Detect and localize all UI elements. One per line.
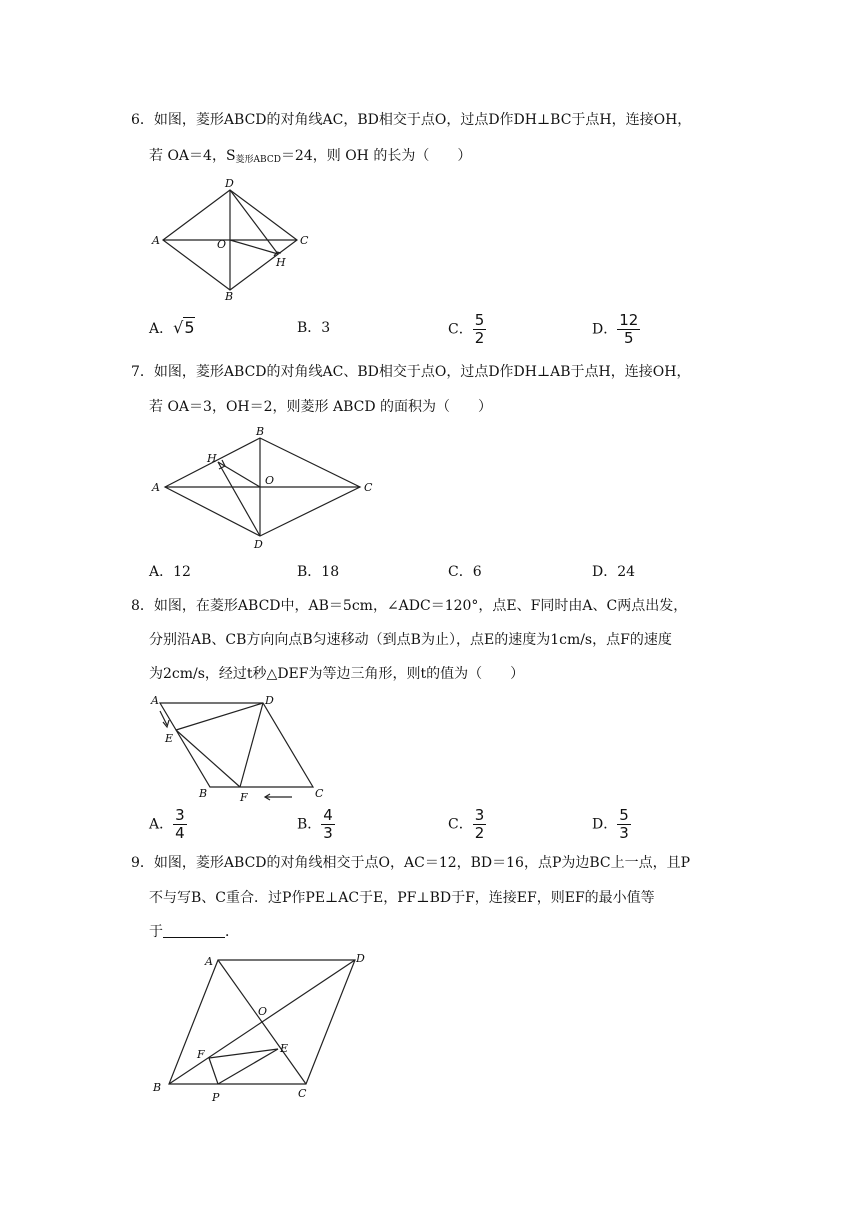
q8-label-d: D: [265, 694, 274, 707]
q9-diagonal-bd: [169, 960, 355, 1084]
q8-line1: [131, 596, 687, 616]
q7-option-d[interactable]: [592, 562, 635, 582]
q6-label-h: H: [276, 256, 286, 269]
q6-stem-line2a: 若 OA＝4，S: [149, 148, 236, 164]
q8-option-b-label: B．: [297, 816, 322, 833]
q8-line2: [149, 630, 672, 650]
q6-label-o: O: [217, 238, 227, 251]
q6-option-a-radicand: 5: [184, 318, 195, 337]
q7-option-c-label: C．: [448, 564, 473, 580]
q8-option-b-fraction: [321, 807, 335, 842]
q8-option-d-fraction: [617, 807, 631, 842]
q7-label-d: D: [254, 538, 263, 551]
q7-label-c: C: [364, 481, 373, 494]
q6-figure: [151, 177, 309, 303]
q8-figure: [150, 694, 324, 804]
q6-option-d-denominator: 5: [624, 329, 634, 347]
q6-label-d: D: [225, 177, 234, 190]
q7-option-d-label: D．: [592, 564, 618, 580]
q6-option-c-numerator: 5: [474, 311, 485, 329]
q8-label-c: C: [315, 787, 324, 800]
q9-label-p: P: [212, 1091, 220, 1104]
q7-option-a-label: A．: [149, 564, 174, 580]
q8-stem-line1: 如图，在菱形ABCD中，AB＝5cm，∠ADC＝120°，点E、F同时由A、C两点出发，: [153, 598, 688, 614]
q8-stem-line3: 为2cm/s，经过t秒△DEF为等边三角形，则t的值为（ ）: [149, 666, 525, 682]
q9-segment-pe: [218, 1049, 278, 1084]
q8-label-a: A: [151, 694, 159, 707]
q6-stem-line2b: ＝24，则 OH 的长为（ ）: [280, 148, 472, 164]
q6-option-d[interactable]: [592, 312, 640, 347]
q6-label-c: C: [300, 234, 309, 247]
q9-label-d: D: [356, 952, 365, 965]
q8-option-b-numerator: 4: [323, 806, 333, 824]
q9-label-f: F: [197, 1048, 205, 1061]
q8-option-d[interactable]: [592, 807, 631, 842]
q6-option-b-value: 3: [321, 320, 331, 336]
q9-line1: [131, 853, 690, 873]
q6-option-c-denominator: 2: [474, 329, 485, 347]
q9-label-c: C: [298, 1087, 307, 1100]
q9-stem-line2: 不与写B、C重合．过P作PE⊥AC于E，PF⊥BD于F，连接EF，则EF的最小值等: [149, 890, 655, 906]
q7-option-b-value: 18: [321, 564, 340, 580]
q8-label-e: E: [165, 732, 174, 745]
q8-option-c-numerator: 3: [474, 806, 485, 824]
q8-label-b: B: [199, 787, 208, 800]
q6-stem-line1: 如图，菱形ABCD的对角线AC，BD相交于点O，过点D作DH⊥BC于点H，连接OH，: [153, 112, 692, 128]
q6-label-b: B: [225, 290, 234, 303]
q7-option-b[interactable]: [297, 562, 339, 582]
q8-label-f: F: [240, 791, 248, 804]
q9-figure: [152, 952, 365, 1104]
q6-segment-oh: [230, 240, 278, 254]
q8-option-c-denominator: 2: [474, 824, 485, 842]
q9-label-e: E: [280, 1042, 289, 1055]
q8-option-a[interactable]: [149, 807, 187, 842]
q9-number: 9．: [131, 855, 154, 871]
q8-option-d-denominator: 3: [619, 824, 629, 842]
q7-label-o: O: [265, 474, 275, 487]
q6-segment-dh: [230, 190, 278, 254]
q6-option-c-fraction: [473, 312, 487, 347]
q6-number: 6．: [131, 112, 154, 128]
q9-line2: [149, 888, 655, 908]
q8-segment-ef: [176, 730, 240, 787]
q7-option-d-value: 24: [617, 564, 636, 580]
q8-stem-line2: 分别沿AB、CB方向向点B匀速移动（到点B为止），点E的速度为1cm/s，点F的速度: [149, 632, 672, 648]
q9-line3: [149, 922, 239, 942]
q8-segment-fd: [240, 703, 263, 787]
q8-line3: [149, 664, 524, 684]
q8-option-a-label: A．: [149, 816, 174, 833]
q9-label-b: B: [153, 1081, 162, 1094]
q8-segment-de: [176, 703, 263, 730]
q6-option-a[interactable]: [149, 318, 195, 339]
q8-option-c[interactable]: [448, 807, 486, 842]
q7-stem-line1: 如图，菱形ABCD的对角线AC、BD相交于点O，过点D作DH⊥AB于点H，连接OH，: [153, 364, 691, 380]
q7-line1: [131, 362, 690, 382]
q9-stem-line1: 如图，菱形ABCD的对角线相交于点O，AC＝12，BD＝16，点P为边BC上一点，且P: [153, 855, 691, 871]
q7-option-c[interactable]: [448, 562, 482, 582]
q9-answer-blank[interactable]: [163, 923, 225, 938]
q7-label-b: B: [256, 425, 265, 438]
q6-label-a: A: [152, 234, 160, 247]
q6-option-a-value: √5: [173, 318, 195, 337]
q7-option-a[interactable]: [149, 562, 191, 582]
q8-option-a-fraction: [173, 807, 187, 842]
q8-option-c-label: C．: [448, 816, 473, 833]
q9-stem-line3a: 于: [149, 924, 163, 940]
q8-option-d-label: D．: [592, 816, 618, 833]
q7-label-h: H: [207, 452, 217, 465]
q6-option-c[interactable]: [448, 312, 486, 347]
q8-option-d-numerator: 5: [619, 806, 629, 824]
q8-option-a-denominator: 4: [175, 824, 185, 842]
q7-stem-line2: 若 OA＝3，OH＝2，则菱形 ABCD 的面积为（ ）: [149, 399, 493, 415]
q7-option-b-label: B．: [297, 564, 322, 580]
q8-option-c-fraction: [473, 807, 487, 842]
q8-rhombus: [160, 703, 313, 787]
q7-number: 7．: [131, 364, 154, 380]
q8-option-a-numerator: 3: [175, 806, 185, 824]
q6-option-a-label: A．: [149, 321, 174, 337]
q9-label-o: O: [258, 1005, 268, 1018]
q7-option-a-value: 12: [173, 564, 191, 580]
q8-number: 8．: [131, 598, 154, 614]
q9-segment-pf: [209, 1058, 218, 1084]
q6-option-d-label: D．: [592, 321, 618, 338]
q7-label-a: A: [152, 481, 160, 494]
q8-option-b[interactable]: [297, 807, 335, 842]
q6-option-c-label: C．: [448, 321, 473, 338]
q7-line2: [149, 397, 492, 417]
q6-option-b-label: B．: [297, 320, 322, 336]
q6-option-d-numerator: 12: [619, 311, 639, 329]
q7-figure: [151, 425, 373, 551]
q6-option-d-fraction: [617, 312, 640, 347]
q9-stem-line3b: ．: [225, 924, 239, 940]
q8-option-b-denominator: 3: [323, 824, 333, 842]
q6-option-b[interactable]: [297, 318, 330, 338]
q6-subscript: 菱形ABCD: [235, 155, 281, 165]
q9-label-a: A: [205, 955, 213, 968]
q7-option-c-value: 6: [472, 564, 482, 580]
